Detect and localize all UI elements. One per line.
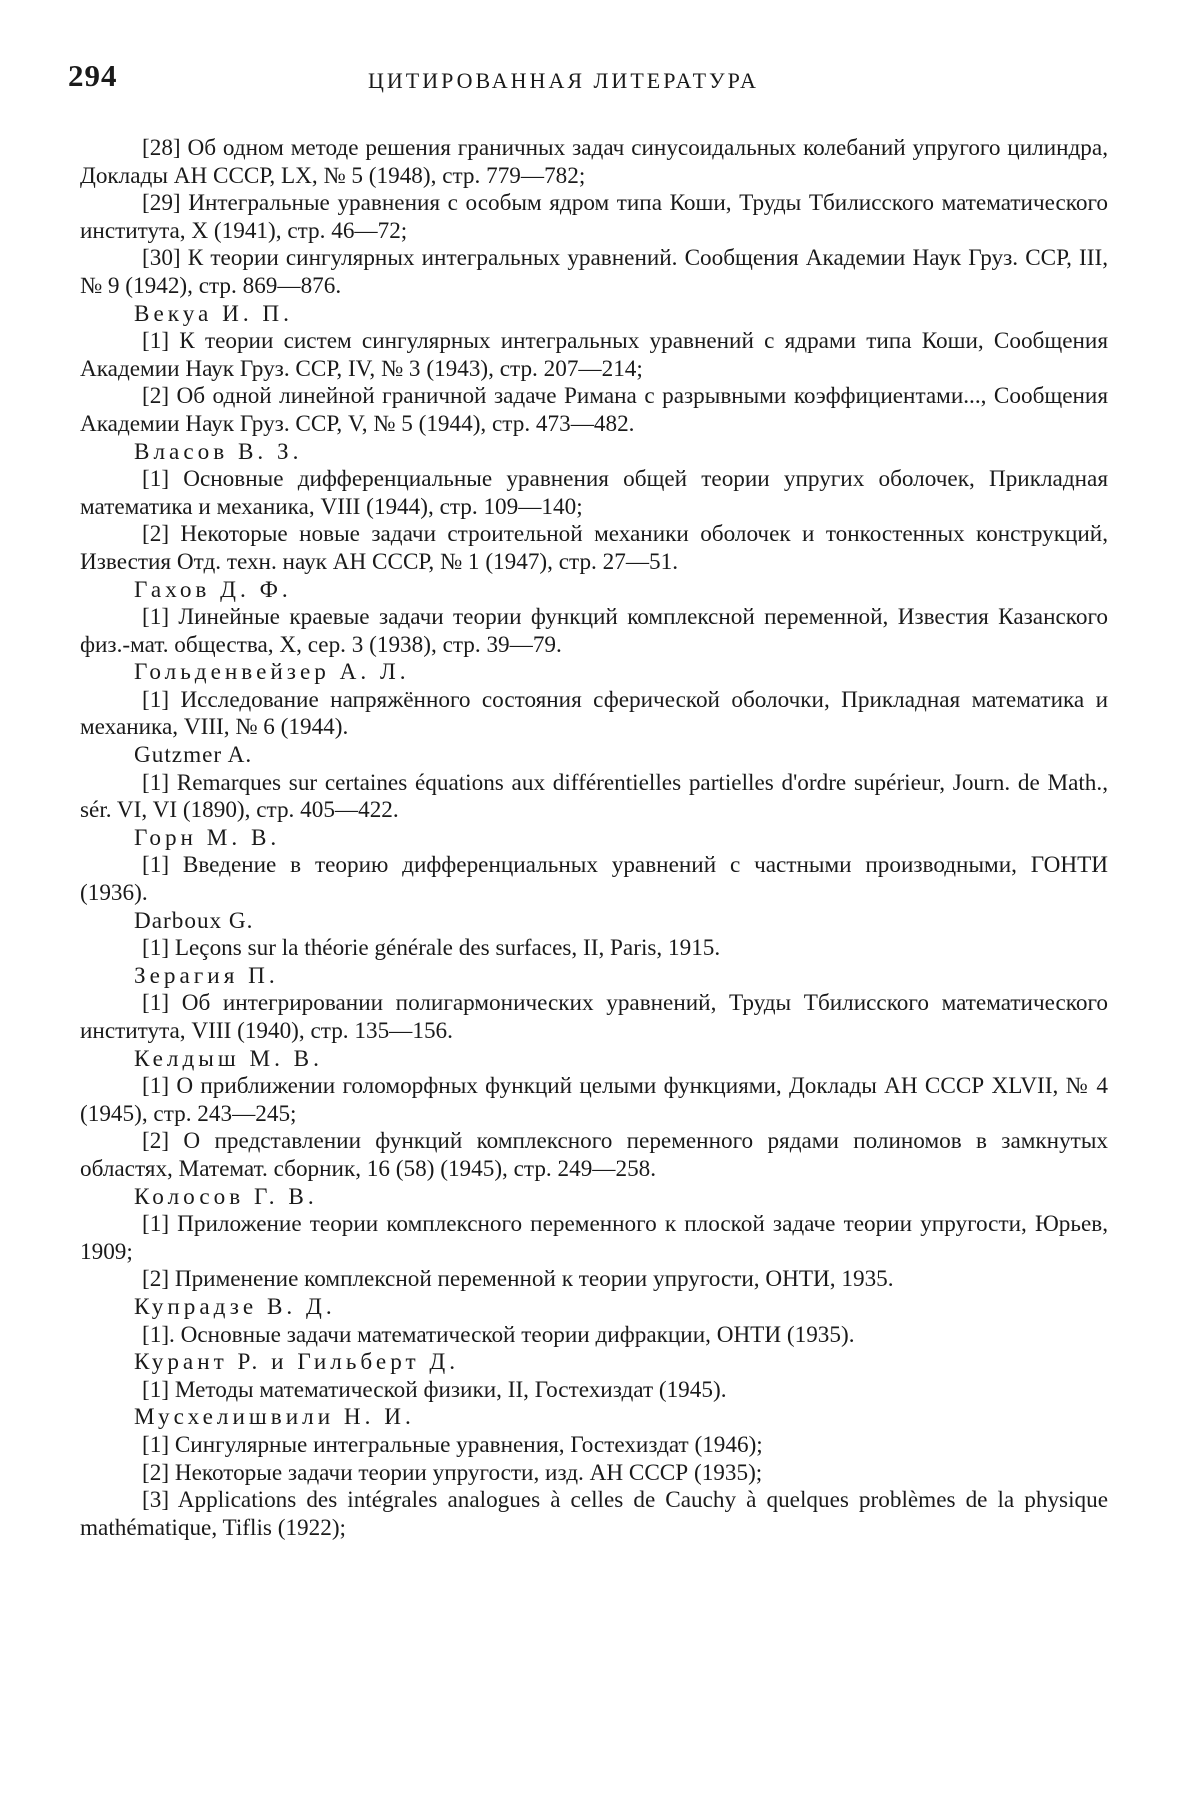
reference-entry: [1] Об интегрировании полигармонических уравнений, Труды Тбилисского математического института, VIII (1940), стр. 135—156.	[80, 990, 1108, 1045]
reference-entry: [1] Leçons sur la théorie générale des surfaces, II, Paris, 1915.	[80, 935, 1108, 963]
reference-entry: [30] К теории сингулярных интегральных уравнений. Сообщения Академии Наук Груз. ССР, III, № 9 (1942), стр. 869—876.	[80, 245, 1108, 300]
reference-entry: [1] Приложение теории комплексного переменного к плоской задаче теории упругости, Юрьев, 1909;	[80, 1211, 1108, 1266]
book-page	[0, 0, 1200, 1806]
reference-entry: [2] Некоторые задачи теории упругости, изд. АН СССР (1935);	[80, 1460, 1108, 1488]
author-heading: Курант Р. и Гильберт Д.	[80, 1349, 1108, 1377]
reference-entry: [1] Remarques sur certaines équations aux différentielles partielles d'ordre supérieur, Journ. de Math., sér. VI, VI (1890), стр. 405—422.	[80, 770, 1108, 825]
author-heading: Колосов Г. В.	[80, 1184, 1108, 1212]
bibliography-list	[80, 135, 1108, 1542]
reference-entry: [1] К теории систем сингулярных интегральных уравнений с ядрами типа Коши, Сообщения Академии Наук Груз. ССР, IV, № 3 (1943), стр. 207—214;	[80, 328, 1108, 383]
reference-entry: [28] Об одном методе решения граничных задач синусоидальных колебаний упругого цилиндра, Доклады АН СССР, LX, № 5 (1948), стр. 779—782;	[80, 135, 1108, 190]
reference-entry: [3] Applications des intégrales analogues à celles de Cauchy à quelques problèmes de la physique mathématique, Tiflis (1922);	[80, 1487, 1108, 1542]
author-heading: Мусхелишвили Н. И.	[80, 1404, 1108, 1432]
reference-entry: [1] Сингулярные интегральные уравнения, Гостехиздат (1946);	[80, 1432, 1108, 1460]
reference-entry: [1] Введение в теорию дифференциальных уравнений с частными производными, ГОНТИ (1936).	[80, 852, 1108, 907]
reference-entry: [1] Линейные краевые задачи теории функций комплексной переменной, Известия Казанского физ.-мат. общества, X, сер. 3 (1938), стр. 39—79.	[80, 604, 1108, 659]
author-heading: Гольденвейзер А. Л.	[80, 659, 1108, 687]
page-number: 294	[68, 58, 118, 94]
reference-entry: [1] Исследование напряжённого состояния сферической оболочки, Прикладная математика и механика, VIII, № 6 (1944).	[80, 687, 1108, 742]
author-heading: Власов В. З.	[80, 439, 1108, 467]
author-heading: Горн М. В.	[80, 825, 1108, 853]
reference-entry: [2] Применение комплексной переменной к теории упругости, ОНТИ, 1935.	[80, 1266, 1108, 1294]
author-heading: Зерагия П.	[80, 963, 1108, 991]
reference-entry: [2] О представлении функций комплексного переменного рядами полиномов в замкнутых областях, Математ. сборник, 16 (58) (1945), стр. 249—258.	[80, 1128, 1108, 1183]
author-heading: Darboux G.	[80, 908, 1108, 936]
reference-entry: [1] Основные дифференциальные уравнения общей теории упругих оболочек, Прикладная математика и механика, VIII (1944), стр. 109—140;	[80, 466, 1108, 521]
author-heading: Gutzmer A.	[80, 742, 1108, 770]
reference-entry: [2] Некоторые новые задачи строительной механики оболочек и тонкостенных конструкций, Известия Отд. техн. наук АН СССР, № 1 (1947), стр. 27—51.	[80, 521, 1108, 576]
reference-entry: [1]. Основные задачи математической теории дифракции, ОНТИ (1935).	[80, 1322, 1108, 1350]
author-heading: Векуа И. П.	[80, 301, 1108, 329]
author-heading: Купрадзе В. Д.	[80, 1294, 1108, 1322]
reference-entry: [29] Интегральные уравнения с особым ядром типа Коши, Труды Тбилисского математического института, X (1941), стр. 46—72;	[80, 190, 1108, 245]
reference-entry: [1] Методы математической физики, II, Гостехиздат (1945).	[80, 1377, 1108, 1405]
reference-entry: [2] Об одной линейной граничной задаче Римана с разрывными коэффициентами..., Сообщения Академии Наук Груз. ССР, V, № 5 (1944), стр. 473—482.	[80, 383, 1108, 438]
author-heading: Гахов Д. Ф.	[80, 577, 1108, 605]
reference-entry: [1] О приближении голоморфных функций целыми функциями, Доклады АН СССР XLVII, № 4 (1945), стр. 243—245;	[80, 1073, 1108, 1128]
author-heading: Келдыш М. В.	[80, 1046, 1108, 1074]
page-header	[68, 58, 1108, 108]
running-title: ЦИТИРОВАННАЯ ЛИТЕРАТУРА	[368, 68, 759, 94]
